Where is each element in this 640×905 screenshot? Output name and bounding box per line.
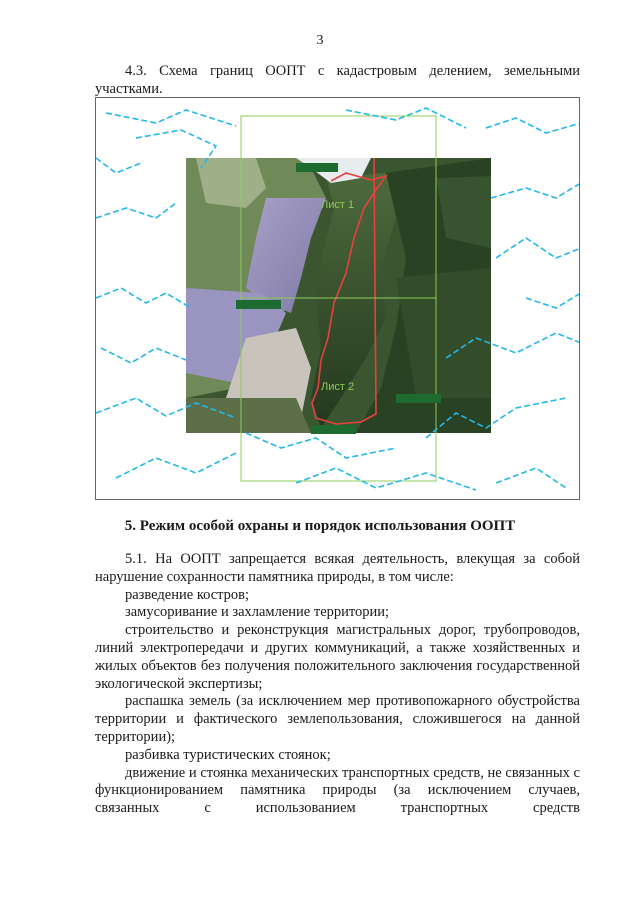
sheet-2-label: Лист 2 [321, 381, 355, 393]
list-item: строительство и реконструкция магистральных дорог, трубопроводов, линий электропередачи и других коммуникаций, а также хозяйственных и жилых объектов без получения положительного заключения государственной экологической экспертизы; [95, 622, 580, 692]
paragraph-intro: 5.1. На ООПТ запрещается всякая деятельность, влекущая за собой нарушение сохранности памятника природы, в том числе: [95, 551, 580, 585]
cadastral-map [95, 97, 580, 500]
figure-caption: 4.3. Схема границ ООПТ с кадастровым делением, земельными участками. [95, 63, 580, 97]
list-item: движение и стоянка механических транспортных средств, не связанных с функционированием памятника природы (за исключением случаев, связанных с использованием транспортных средств [95, 764, 580, 817]
body-text [95, 551, 580, 818]
list-item: разведение костров; [125, 586, 250, 603]
page-number: 3 [316, 33, 324, 48]
list-item: замусоривание и захламление территории; [125, 604, 390, 621]
map-graphic [96, 98, 580, 500]
list-item: разбивка туристических стоянок; [125, 746, 331, 763]
section-heading: 5. Режим особой охраны и порядок использования ООПТ [124, 518, 516, 534]
list-item: распашка земель (за исключением мер противопожарного обустройства территории и фактического землепользования, сложившегося на данной территории); [95, 693, 580, 745]
sheet-1-label: Лист 1 [321, 199, 355, 211]
